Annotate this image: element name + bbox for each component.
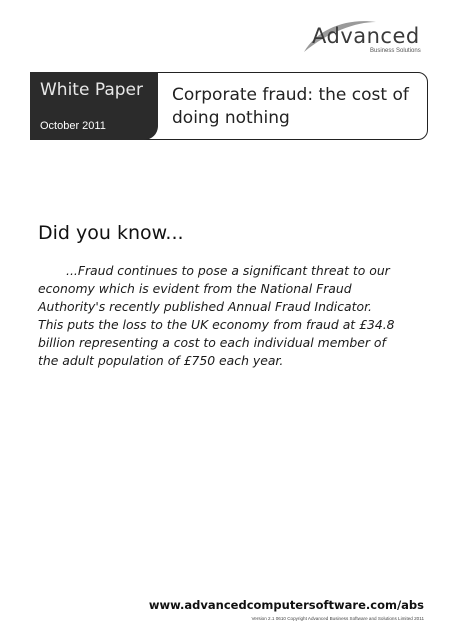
badge-date: October 2011 [40, 120, 106, 132]
company-logo [298, 14, 438, 56]
badge-title: White Paper [40, 80, 143, 100]
body-paragraph: ...Fraud continues to pose a significant threat to our economy which is evident from the National Fraud Authority's recently published Annual Fraud Indicator. This puts the loss to the UK economy from fraud at £34.8 billion representing a cost to each individual member of the adult population of £750 each year. [38, 263, 395, 368]
footer-url-link[interactable]: www.advancedcomputersoftware.com/abs [148, 598, 424, 612]
footer-copyright: Version 2.1 0610 Copyright Advanced Business Software and Solutions Limited 2011 [251, 616, 424, 621]
logo-tagline: Business Solutions [370, 48, 421, 54]
section-headline: Did you know... [38, 222, 184, 244]
document-title: Corporate fraud: the cost of doing nothing [172, 85, 409, 128]
logo-name: Advanced [312, 24, 420, 48]
document-type-badge [30, 72, 158, 140]
